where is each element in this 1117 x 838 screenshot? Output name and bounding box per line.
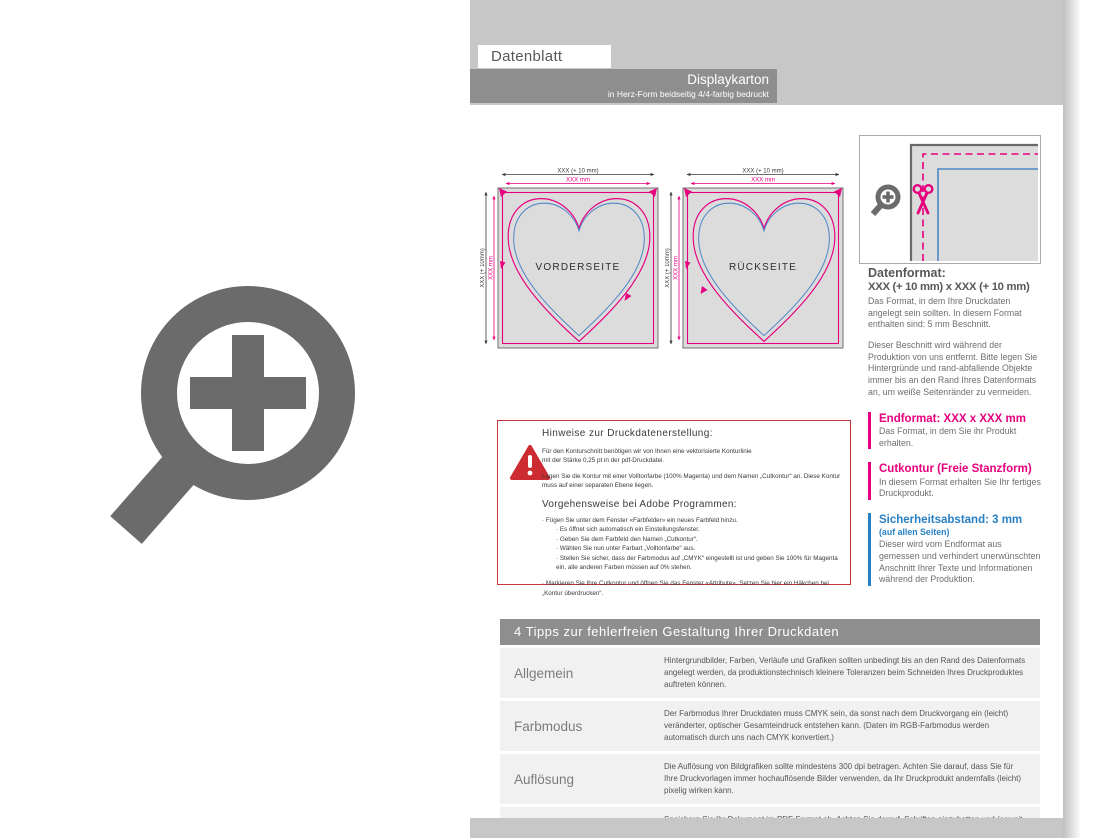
datenformat-text-2: Dieser Beschnitt wird während der Produktion von uns entfernt. Bitte legen Sie Hintergründe und rand-abfallende Objekte immer bis an den Rand Ihres Datenformats an, um weiße Seitenränder zu vermeiden. xyxy=(868,340,1038,397)
tips-section xyxy=(500,619,1040,838)
endformat-title: Endformat: XXX x XXX mm xyxy=(879,412,1026,425)
sicherheitsabstand-text: Dieser wird vom Endformat aus gemessen und verhindert unerwünschten Anschnitt Ihrer Texte und Informationen während der Produktion. xyxy=(879,539,1041,585)
tip-label: Allgemein xyxy=(514,665,574,681)
tip-text: Der Farbmodus Ihrer Druckdaten muss CMYK sein, da sonst nach dem Druckvorgang ein (leicht) veränderter, optischer Gesamteindruck entstehen kann. (Daten im RGB-Farbmodus werden automatisch durch uns nach CMYK konvertiert.) xyxy=(664,709,1009,742)
datenformat-value: XXX (+ 10 mm) x XXX (+ 10 mm) xyxy=(868,281,1030,293)
back-side-label: RÜCKSEITE xyxy=(728,262,798,273)
front-side-diagram xyxy=(480,166,662,352)
datenblatt-label: Datenblatt xyxy=(478,45,611,68)
dim-inner-height: XXX mm xyxy=(488,256,495,280)
cutkontur-title: Cutkontur (Freie Stanzform) xyxy=(879,463,1032,476)
adobe-subtitle: Vorgehensweise bei Adobe Programmen: xyxy=(542,498,737,510)
hint-bullet: · Stellen Sie sicher, dass der Farbmodus auf „CMYK“ eingestellt ist und geben Sie 100% für Magenta ein, alle anderen Farben müssen auf 0% stehen. xyxy=(556,554,838,571)
tip-row-allgemein xyxy=(500,648,1040,698)
hint-bullet: · Geben Sie dem Farbfeld den Namen „Cutkontur“. xyxy=(556,535,698,543)
product-subtitle: in Herz-Form beidseitig 4/4-farbig bedruckt xyxy=(607,89,769,99)
page-shadow xyxy=(1063,0,1081,838)
endformat-section xyxy=(868,412,1042,450)
dim-outer-width: XXX (+ 10 mm) xyxy=(557,168,599,175)
cutkontur-section xyxy=(868,462,1042,500)
hint-bullet: · Es öffnet sich automatisch ein Einstellungsfenster. xyxy=(556,526,700,534)
corner-detail-drawing xyxy=(860,136,1038,261)
product-name: Displaykarton xyxy=(687,72,769,87)
tips-header: 4 Tipps zur fehlerfreien Gestaltung Ihrer Druckdaten xyxy=(500,619,1040,645)
corner-detail-box xyxy=(859,135,1041,264)
bottom-gray-band xyxy=(470,818,1063,838)
front-side-label: VORDERSEITE xyxy=(535,262,621,273)
tip-text: Hintergrundbilder, Farben, Verläufe und Grafiken sollten unbedingt bis an den Rand des Datenformats angelegt werden, da produktionstechnisch kleinere Toleranzen beim Schneiden Ihres Druckproduktes auftreten können. xyxy=(664,656,1026,689)
tip-label: Farbmodus xyxy=(514,718,583,734)
hint-bullet: · Wählen Sie nun unter Farbart „Volltonfarbe“ aus. xyxy=(556,545,696,553)
hint-bullet: · Fügen Sie unter dem Fenster «Farbfelder» ein neues Farbfeld hinzu. xyxy=(542,516,738,524)
magnifier-plus-icon xyxy=(110,283,360,551)
sicherheitsabstand-title: Sicherheitsabstand: 3 mm xyxy=(879,514,1023,526)
tip-text: Die Auflösung von Bildgrafiken sollte mindestens 300 dpi betragen. Achten Sie darauf, dass Sie für Ihre Druckvorlagen immer hochauflösende Bilder verwenden, da Ihr Druckprodukt andernfalls (leicht) pixelig wirken kann. xyxy=(664,762,1022,795)
dim-outer-width: XXX (+ 10 mm) xyxy=(742,168,784,175)
datenformat-text: Das Format, in dem Ihre Druckdaten angelegt sein sollten. In diesem Format enthalten sind: 5 mm Beschnitt. xyxy=(868,296,1022,330)
format-info-column xyxy=(868,266,1042,586)
tip-row-farbmodus xyxy=(500,701,1040,751)
hint-bullet: · Markieren Sie Ihre Cutkontur und öffnen Sie das Fenster «Attribute». Setzen Sie hier ein Häkchen bei „Kontur überdrucken“. xyxy=(542,580,829,597)
hint-paragraph-2: Legen Sie die Kontur mit einer Volltonfarbe (100% Magenta) und dem Namen „Cutkontur“ an. Diese Kontur muss auf einer separaten Ebene liegen. xyxy=(542,472,841,490)
endformat-text: Das Format, in dem Sie ihr Produkt erhalten. xyxy=(879,425,1017,448)
back-side-diagram xyxy=(665,166,847,352)
cutkontur-text: In diesem Format erhalten Sie Ihr fertiges Druckprodukt. xyxy=(879,476,1041,499)
datenformat-title: Datenformat: xyxy=(868,266,946,280)
dim-inner-width: XXX mm xyxy=(566,177,590,184)
dim-inner-width: XXX mm xyxy=(751,177,775,184)
dim-outer-height: XXX (+ 10mm) xyxy=(480,248,486,288)
hints-title: Hinweise zur Druckdatenerstellung: xyxy=(542,428,713,439)
sicherheitsabstand-section xyxy=(868,513,1042,586)
tip-row-aufloesung xyxy=(500,754,1040,804)
product-title-bar xyxy=(470,69,777,103)
dim-inner-height: XXX mm xyxy=(673,256,680,280)
magnifier-plus-small-icon xyxy=(873,187,898,214)
sicherheitsabstand-subtitle: (auf allen Seiten) xyxy=(879,527,950,538)
dim-outer-height: XXX (+ 10mm) xyxy=(665,248,671,288)
hint-content xyxy=(542,428,842,598)
print-data-hints-box xyxy=(497,420,851,597)
tip-label: Auflösung xyxy=(514,771,575,787)
hint-paragraph-1: Für den Konturschnitt benötigen wir von Ihnen eine vektorisierte Konturlinie mit der Stärke 0,25 pt in der pdf-Druckdatei. xyxy=(542,448,752,465)
